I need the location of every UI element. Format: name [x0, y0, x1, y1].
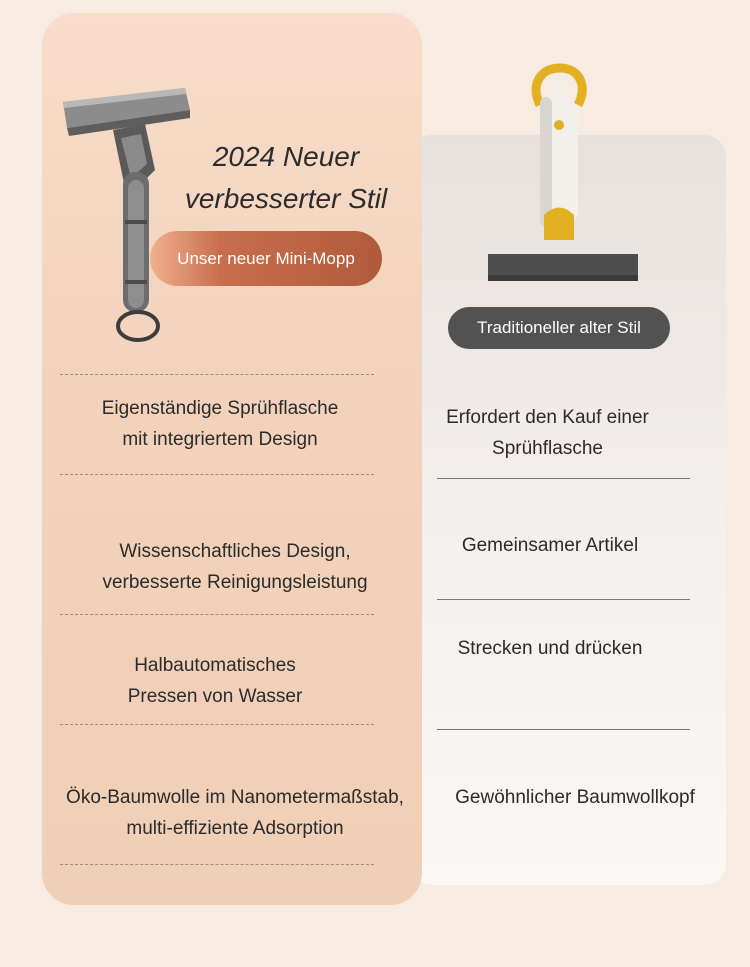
traditional-mop-image	[482, 65, 642, 295]
divider	[60, 474, 374, 475]
new-feature-spray-bottle: Eigenständige Sprühflasche mit integriertem Design	[101, 398, 339, 450]
new-mini-mop-badge: Unser neuer Mini-Mopp	[150, 231, 382, 286]
new-feature-cotton: Öko-Baumwolle im Nanometermaßstab, multi-effiziente Adsorption	[66, 787, 404, 839]
traditional-style-badge: Traditioneller alter Stil	[448, 307, 670, 349]
new-style-title: 2024 Neuer verbesserter Stil	[184, 141, 388, 214]
new-feature-pressing: Halbautomatisches Pressen von Wasser	[127, 655, 303, 707]
old-feature-stretch: Strecken und drücken	[457, 638, 643, 659]
old-feature-common: Gemeinsamer Artikel	[461, 535, 639, 556]
divider	[60, 374, 374, 375]
divider	[437, 478, 690, 479]
divider	[437, 729, 690, 730]
divider	[60, 614, 374, 615]
new-feature-design: Wissenschaftliches Design, verbesserte Reinigungsleistung	[102, 541, 368, 593]
divider	[437, 599, 690, 600]
divider	[60, 724, 374, 725]
old-feature-cotton: Gewöhnlicher Baumwollkopf	[455, 787, 695, 808]
divider	[60, 864, 374, 865]
old-feature-spray-bottle: Erfordert den Kauf einer Sprühflasche	[446, 407, 649, 459]
